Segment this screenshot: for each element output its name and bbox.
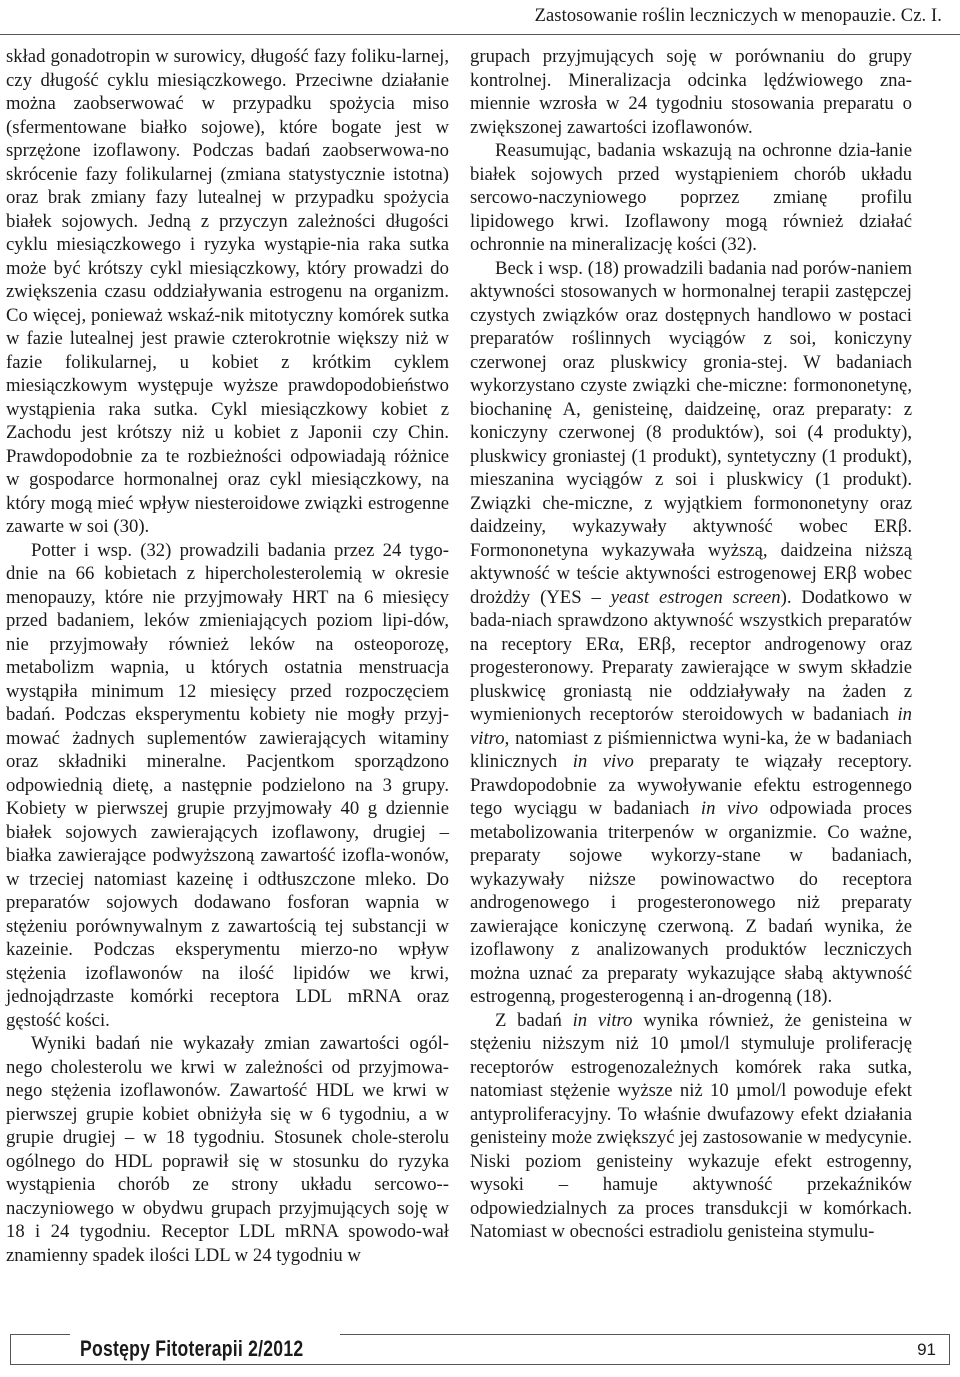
body-paragraph: skład gonadotropin w surowicy, długość fazy foliku-larnej, czy długość cyklu miesiączkowego. Przeciwne działanie można zaobserwować w przypadku spożycia miso (sfermentowane białko sojowe), które bogate jest w sprzężone izoflawony. Podczas badań zaobserwowa-no skrócenie fazy folikularnej (zmiana statystycznie istotna) oraz brak zmiany fazy lutealnej w przypadku spożycia białek sojowych. Jedną z przyczyn zależności długości cyklu miesiączkowego i ryzyka wystąpie-nia raka sutka może być krótszy cykl miesiączkowy, który prowadzi do zwiększenia czasu oddziaływania estrogenu na organizm. Co więcej, ponieważ wskaź-nik mitotyczny komórek sutka w fazie lutealnej jest prawie czterokrotnie większy niż w fazie folikularnej, u kobiet z krótkim cyklem miesiączkowym występuje wyższe prawdopodobieństwo wystąpienia raka sutka. Cykl miesiączkowy kobiet z Zachodu jest krótszy niż u kobiet z Japonii czy Chin. Prawdopodobnie za te rozbieżności odpowiadają różnice w gospodarce hormonalnej oraz cykl miesiączkowy, na który mogą mieć wpływ niesteroidowe związki estrogenne zawarte w soi (30). (6, 46, 449, 537)
footer-divider (949, 1334, 950, 1364)
footer-divider (340, 1334, 950, 1335)
journal-title: Postępy Fitoterapii 2/2012 (80, 1336, 304, 1361)
body-paragraph: Beck i wsp. (18) prowadzili badania nad porów-naniem aktywności stosowanych w hormonalnej terapii zastępczej czystych związków oraz dostępnych handlowo w postaci preparatów roślinnych wyciągów z soi, koniczyny czerwonej oraz pluskwicy gronia-stej. W badaniach wykorzystano czyste związki che-miczne: formononetynę, biochaninę A, genisteinę, daidzeinę, oraz preparaty: z koniczyny czerwonej (8 produktów), soi (4 produkty), pluskwicy groniastej (1 produkt), syntetyczny (1 produkt), mieszanina wyciągów z soi i pluskwicy (1 produkt). Związki che-miczne, z wyjątkiem formononetyny oraz daidzeiny, wykazywały aktywność wobec ERβ. Formononetyna wykazywała wyższą, daidzeina niższą aktywność w teście aktywności estrogenowej ERβ wobec drożdży (YES – yeast estrogen screen). Dodatkowo w bada-niach sprawdzono aktywność wszystkich preparatów na receptory ERα, ERβ, receptor androgenowy oraz progesteronowy. Preparaty zawierające w swym składzie pluskwicę groniastą nie oddziaływały na żaden z wymienionych receptorów steroidowych w badaniach in vitro, natomiast z piśmiennictwa wyni-ka, że w badaniach klinicznych in vivo preparaty te wiązały receptory. Prawdopodobnie za wywoływanie efektu estrogennego tego wyciągu w badaniach in vivo odpowiada proces metabolizowania triterpenów w organizmie. Co ważne, preparaty sojowe wykorzy-stane w badaniach, wykazywały niższe powinowactwo do receptora androgenowego i progesteronowego niż preparaty zawierające koniczynę czerwoną. Z badań wynika, że izoflawony z analizowanych produktów leczniczych można uznać za preparaty wykazujące słabą aktywność estrogenną, progesterogenną i an-drogenną (18). (470, 257, 913, 1007)
right-column (470, 45, 912, 1244)
body-paragraph: Potter i wsp. (32) prowadzili badania przez 24 tygo-dnie na 66 kobietach z hipercholesterolemią w okresie menopauzy, które nie przyjmowały HRT na 6 miesięcy przed badaniem, leków zmieniających poziom lipi-dów, nie przyjmowały również leków na osteoporozę, metabolizm wapnia, u których ostatnia menstruacja wystąpiła minimum 12 miesięcy przed rozpoczęciem badań. Podczas eksperymentu kobiety nie mogły przyj-mować żadnych suplementów zawierających witaminy oraz składniki mineralne. Pacjentkom sporządzono odpowiednią dietę, a następnie podzielono na 3 grupy. Kobiety w pierwszej grupie przyjmowały 40 g dziennie białek sojowych zawierających izoflawony, drugiej – białka zawierające podwyższoną zawartość izofla-wonów, w trzeciej natomiast kazeinę i odtłuszczone mleko. Do preparatów sojowych dodawano fosforan wapnia w stężeniu porównywalnym z zawartością tej substancji w kazeinie. Podczas eksperymentu mierzo-no wpływ stężenia izoflawonów na ilość lipidów we krwi, jednojądrzaste komórki receptora LDL mRNA oraz gęstość kości. (6, 539, 449, 1031)
footer-divider (10, 1334, 11, 1364)
body-paragraph: Reasumując, badania wskazują na ochronne dzia-łanie białek sojowych przed wystąpieniem chorób układu sercowo-naczyniowego poprzez zmianę profilu lipidowego krwi. Izoflawony mogą również działać ochronnie na mineralizację kości (32). (470, 140, 912, 255)
footer-divider (10, 1364, 950, 1365)
body-paragraph: grupach przyjmujących soję w porównaniu do grupy kontrolnej. Mineralizacja odcinka lędźwiowego zna-miennie wzrosła w 24 tygodniu stosowania preparatu o zwiększonej zawartości izoflawonów. (470, 46, 912, 138)
footer-divider (10, 1334, 70, 1335)
running-title: Zastosowanie roślin leczniczych w menopauzie. Cz. I. (534, 6, 942, 26)
header-divider (0, 34, 960, 35)
body-paragraph: Wyniki badań nie wykazały zmian zawartości ogól-nego cholesterolu we krwi w zależności od przyjmowa-nego stężenia izoflawonów. Zawartość HDL we krwi w pierwszej grupie kobiet obniżyła się w 6 tygodniu, a w grupie drugiej – w 18 tygodniu. Stosunek chole-sterolu ogólnego do HDL poprawił się w stosunku do ryzyka wystąpienia chorób ze strony układu sercowo--naczyniowego w obydwu grupach przyjmujących soję w 18 i 24 tygodniu. Receptor LDL mRNA spowodo-wał znamienny spadek ilości LDL w 24 tygodniu w (6, 1033, 449, 1266)
page-footer (10, 1324, 950, 1372)
body-paragraph: Z badań in vitro wynika również, że genisteina w stężeniu niższym niż 10 µmol/l stymuluje proliferację receptorów estrogenozależnych komórek raka sutka, natomiast stężenie wyższe niż 10 µmol/l powoduje efekt antyproliferacyjny. To właśnie dwufazowy efekt działania genisteiny może zwiększyć jej zastosowanie w medycynie. Niski poziom genisteiny wykazuje efekt estrogenny, wysoki – hamuje aktywność przekaźników odpowiedzialnych za proces transdukcji w komórkach. Natomiast w obecności estradiolu genisteina stymulu- (470, 1009, 912, 1242)
left-column (6, 45, 449, 1267)
page-number: 91 (917, 1340, 936, 1359)
